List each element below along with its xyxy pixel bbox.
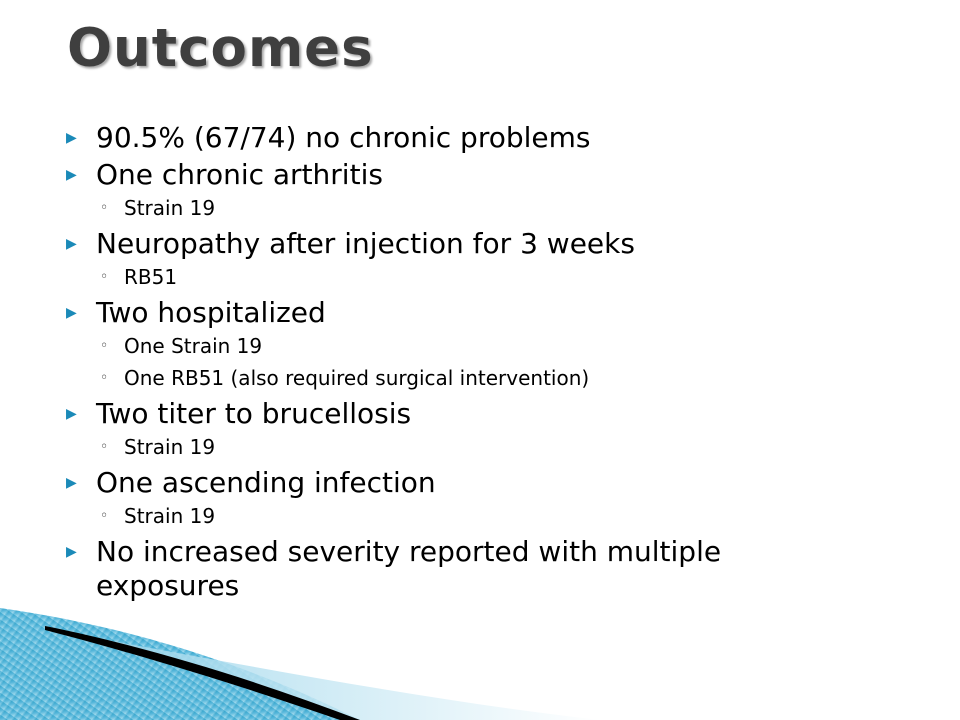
triangle-bullet-icon: ▶ bbox=[66, 167, 77, 183]
list-item bbox=[66, 158, 846, 192]
sub-list-item bbox=[66, 500, 846, 532]
sub-list-item bbox=[66, 261, 846, 293]
list-item-text: One ascending infection bbox=[96, 466, 436, 499]
list-item-text: Neuropathy after injection for 3 weeks bbox=[96, 227, 635, 260]
circle-bullet-icon: ◦ bbox=[100, 370, 109, 386]
list-item-text: Two hospitalized bbox=[96, 296, 326, 329]
slide-title: Outcomes bbox=[67, 18, 374, 79]
circle-bullet-icon: ◦ bbox=[100, 338, 109, 354]
list-item-text: No increased severity reported with multiple exposures bbox=[96, 535, 722, 602]
list-item bbox=[66, 227, 846, 261]
decorative-wave bbox=[0, 590, 960, 720]
list-item bbox=[66, 466, 846, 500]
sub-list-item-text: Strain 19 bbox=[124, 504, 216, 528]
triangle-bullet-icon: ▶ bbox=[66, 406, 77, 422]
list-item bbox=[66, 397, 846, 431]
sub-list-item-text: RB51 bbox=[124, 265, 178, 289]
sub-list-item-text: Strain 19 bbox=[124, 435, 216, 459]
triangle-bullet-icon: ▶ bbox=[66, 544, 77, 560]
circle-bullet-icon: ◦ bbox=[100, 439, 109, 455]
triangle-bullet-icon: ▶ bbox=[66, 305, 77, 321]
triangle-bullet-icon: ▶ bbox=[66, 475, 77, 491]
sub-list-item bbox=[66, 192, 846, 224]
sub-list-item-text: One RB51 (also required surgical intervention) bbox=[124, 366, 590, 390]
circle-bullet-icon: ◦ bbox=[100, 200, 109, 216]
circle-bullet-icon: ◦ bbox=[100, 269, 109, 285]
sub-list-item bbox=[66, 362, 846, 394]
sub-list-item bbox=[66, 330, 846, 362]
circle-bullet-icon: ◦ bbox=[100, 508, 109, 524]
sub-list-item-text: Strain 19 bbox=[124, 196, 216, 220]
bullet-list bbox=[66, 118, 846, 603]
triangle-bullet-icon: ▶ bbox=[66, 236, 77, 252]
list-item bbox=[66, 296, 846, 330]
list-item-text: 90.5% (67/74) no chronic problems bbox=[96, 121, 591, 154]
sub-list-item-text: One Strain 19 bbox=[124, 334, 263, 358]
list-item bbox=[66, 121, 846, 155]
sub-list-item bbox=[66, 431, 846, 463]
list-item-text: One chronic arthritis bbox=[96, 158, 383, 191]
triangle-bullet-icon: ▶ bbox=[66, 130, 77, 146]
list-item-text: Two titer to brucellosis bbox=[96, 397, 412, 430]
